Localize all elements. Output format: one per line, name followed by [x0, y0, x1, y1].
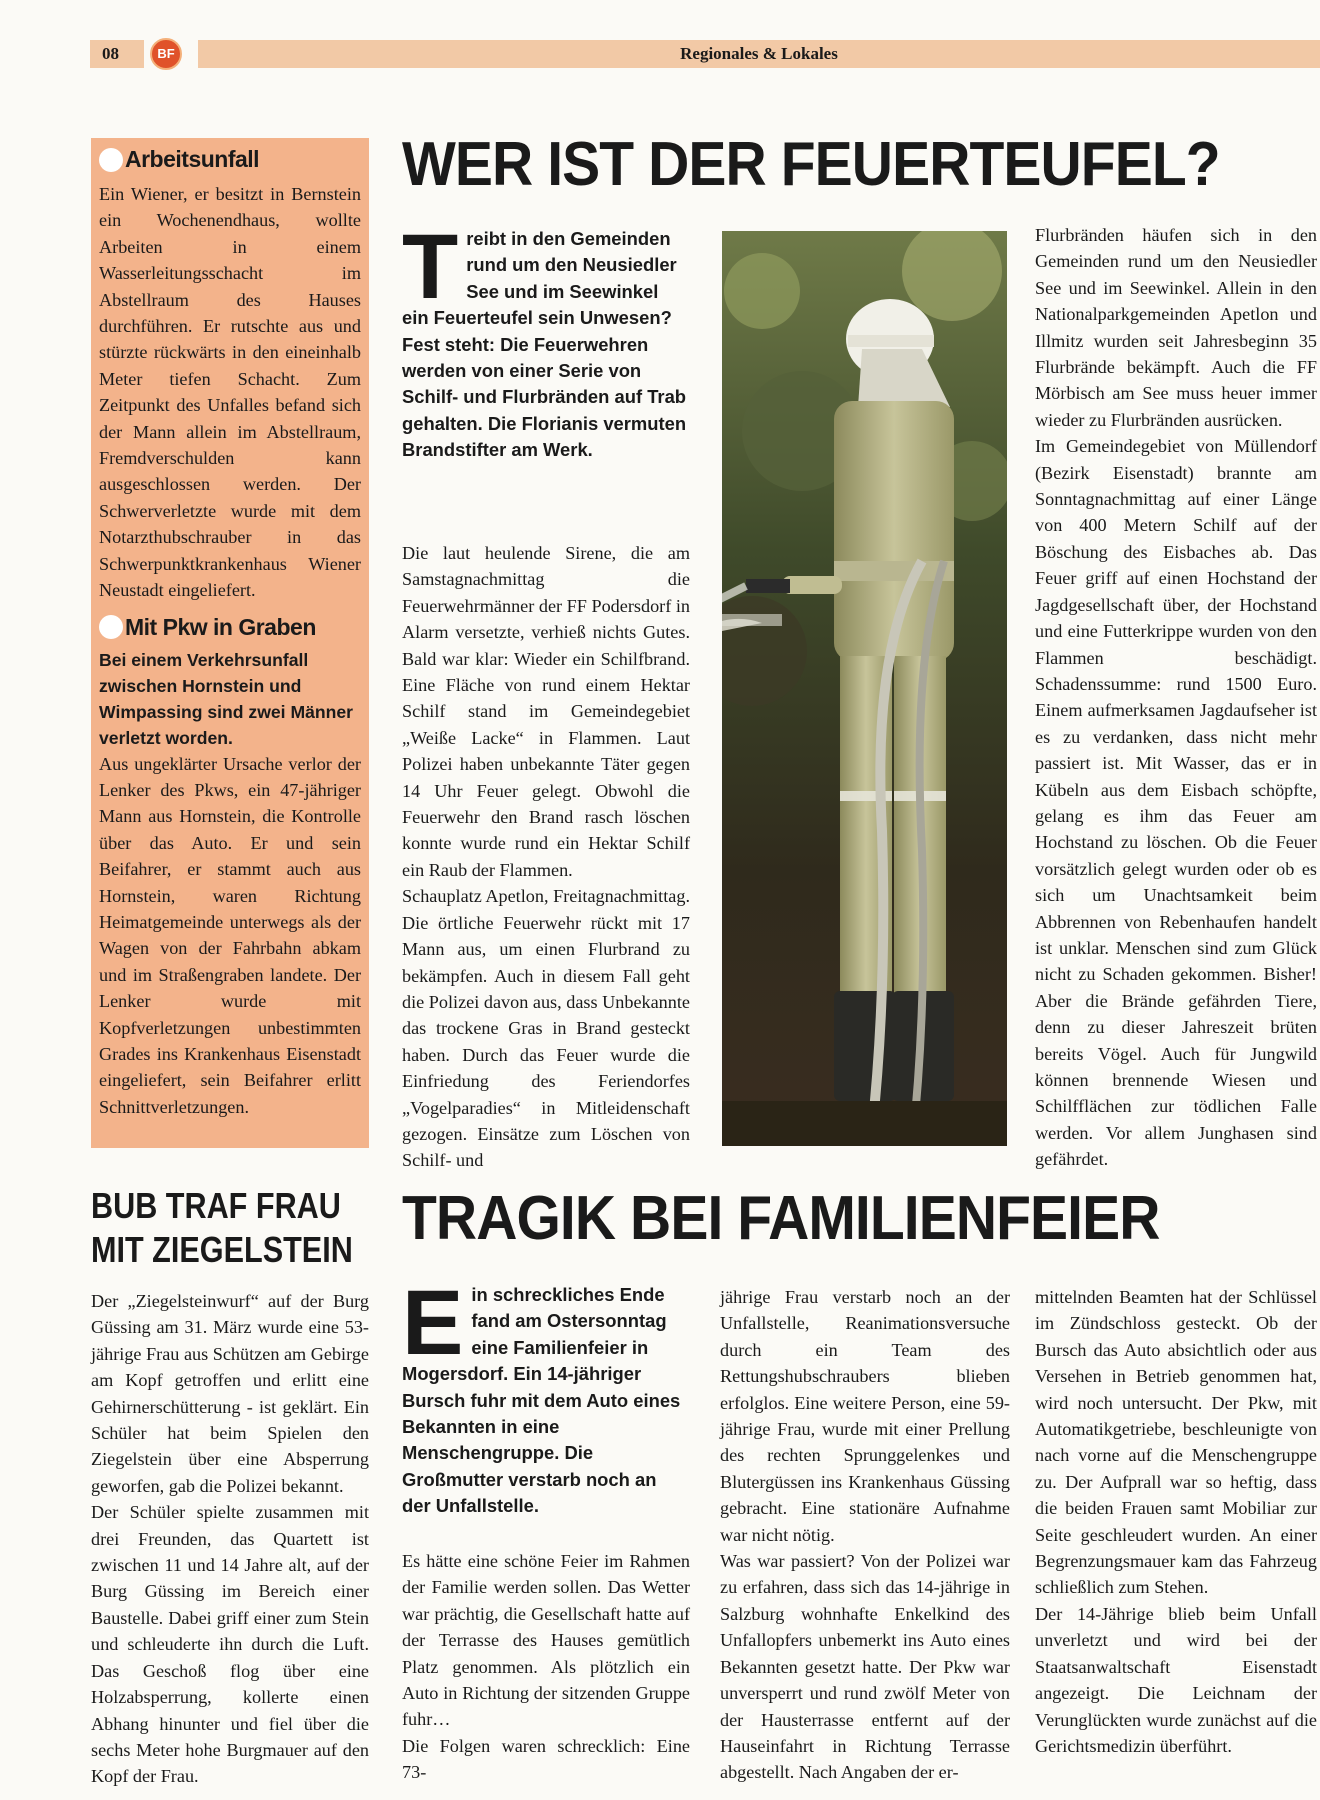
- article-column: [402, 1548, 690, 1786]
- bullet-icon: [99, 615, 123, 639]
- paragraph: Die Folgen waren schrecklich: Eine 73-: [402, 1735, 690, 1783]
- brief-heading-pkw: [99, 614, 361, 641]
- brief-heading-arbeitsunfall: [99, 146, 361, 173]
- paragraph: Es hätte eine schöne Feier im Rahmen der Familie werden sollen. Das Wetter war prächtig, die Gesellschaft hatte auf der Terrasse des Hauses gemütlich Platz genommen. Als plötzlich ein Auto in Richtung der sitzenden Gruppe fuhr…: [402, 1551, 690, 1730]
- firefighter-photo: [722, 231, 1007, 1146]
- brief-lead: Bei einem Verkehrsunfall zwischen Hornstein und Wimpassing sind zwei Männer verletzt worden.: [99, 649, 354, 748]
- paragraph: Der Schüler spielte zusammen mit drei Freunden, das Quartett ist zwischen 11 und 14 Jahre alt, auf der Burg Güssing im Bereich einer Baustelle. Dabei griff einer zum Stein und schleuderte ihn durch die Luft. Das Geschoß flog über eine Holzabsperrung, kollerte einen Abhang hinunter und fiel über die sechs Meter hohe Burgmauer auf den Kopf der Frau.: [91, 1502, 369, 1787]
- article-column: [402, 540, 690, 1174]
- headline-line: MIT ZIEGELSTEIN: [91, 1229, 353, 1270]
- paragraph: Die laut heulende Sirene, die am Samstagnachmittag die Feuerwehrmänner der FF Podersdorf in Alarm versetzte, verhieß nichts Gutes. Bald war klar: Wieder ein Schilfbrand. Eine Fläche von rund einem Hektar Schilf stand im Gemeindegebiet „Weiße Lacke“ in Flammen. Laut Polizei haben unbekannte Täter gegen 14 Uhr Feuer gelegt. Obwohl die Feuerwehr den Brand rasch löschen konnte wurde rund ein Hektar Schilf ein Raub der Flammen.: [402, 543, 690, 880]
- brief-text: Ein Wiener, er besitzt in Bernstein ein Wochenendhaus, wollte Arbeiten in einem Wasserleitungsschacht im Abstellraum des Hauses durchführen. Er rutschte aus und stürzte rückwärts in den eineinhalb Meter tiefen Schacht. Zum Zeitpunkt des Unfalles befand sich der Mann allein im Abstellraum, Fremdverschulden kann ausgeschlossen werden. Der Schwerverletzte wurde mit dem Notarzthubschrauber in das Schwerpunktkrankenhaus Wiener Neustadt eingeliefert.: [99, 184, 361, 601]
- paragraph: Der „Ziegelsteinwurf“ auf der Burg Güssing am 31. März wurde eine 53-jährige Frau aus Schützen am Gebirge am Kopf getroffen und erlitt eine Gehirnerschütterung - ist geklärt. Ein Schüler hat beim Spielen den Ziegelstein über eine Absperrung geworfen, gab die Polizei bekannt.: [91, 1291, 369, 1496]
- section-title: Regionales & Lokales: [198, 40, 1320, 68]
- publication-logo-icon: BF: [150, 38, 182, 70]
- article-column: [1035, 222, 1317, 1173]
- paragraph: mittelnden Beamten hat der Schlüssel im Zündschloss gesteckt. Ob der Bursch das Auto absichtlich oder aus Versehen in Betrieb genommen hat, wird noch untersucht. Der Pkw, mit Automatikgetriebe, beschleunigte von nach vorne auf die Menschengruppe zu. Der Aufprall war so heftig, dass die beiden Frauen samt Mobiliar zur Seite geschleudert wurden. An einer Begrenzungsmauer kam das Fahrzeug schließlich zum Stehen.: [1035, 1287, 1317, 1598]
- lead-paragraph: [402, 1272, 690, 1520]
- lead-paragraph: [402, 216, 690, 464]
- paragraph: Der 14-Jährige blieb beim Unfall unverletzt und wird bei der Staatsanwaltschaft Eisenstadt angezeigt. Die Leichnam der Verunglückten wurde zunächst auf die Gerichtsmedizin überführt.: [1035, 1603, 1317, 1756]
- article-column: [1035, 1284, 1317, 1759]
- drop-cap: T: [402, 216, 459, 318]
- headline-familienfeier: TRAGIK BEI FAMILIENFEIER: [402, 1184, 1160, 1253]
- brief-text: Aus ungeklärter Ursache verlor der Lenker des Pkws, ein 47-jähriger Mann aus Hornstein, die Kontrolle über das Auto. Er und sein Beifahrer, er stammt auch aus Hornstein, waren Richtung Heimatgemeinde unterwegs als der Wagen von der Fahrbahn abkam und im Straßengraben landete. Der Lenker wurde mit Kopfverletzungen unbestimmten Grades ins Krankenhaus Eisenstadt eingeliefert, sein Beifahrer erlitt Schnittverletzungen.: [99, 753, 361, 1117]
- paragraph: Im Gemeindegebiet von Müllendorf (Bezirk Eisenstadt) brannte am Sonntagnachmittag auf einer Länge von 400 Metern Schilf auf der Böschung des Eisbaches ab. Das Feuer griff auf einen Hochstand der Jagdgesellschaft über, der Hochstand und eine Futterkrippe wurden von den Flammen beschädigt. Schadenssumme: rund 1500 Euro. Einem aufmerksamen Jagdaufseher ist es zu verdanken, dass nicht mehr passiert ist. Mit Wasser, das er in Kübeln aus dem Eisbach schöpfte, gelang es ihm das Feuer am Hochstand zu löschen. Ob die Feuer vorsätzlich gelegt wurden oder ob es sich um Unachtsamkeit beim Abbrennen von Rebenhaufen handelt ist unklar. Menschen sind zum Glück nicht zu Schaden gekommen. Bisher! Aber die Brände gefährden Tiere, denn zu dieser Jahreszeit brüten bereits Vögel. Auch für Jungwild können brennende Wiesen und Schilfflächen zur tödlichen Falle werden. Vor allem Junghasen sind gefährdet.: [1035, 436, 1317, 1170]
- paragraph: Schauplatz Apetlon, Freitagnachmittag. Die örtliche Feuerwehr rückt mit 17 Mann aus, um einen Flurbrand zu bekämpfen. Auch in diesem Fall geht die Polizei davon aus, dass Unbekannte das trockene Gras in Brand gesteckt haben. Durch das Feuer wurde die Einfriedung des Feriendorfes „Vogelparadies“ in Mitleidenschaft gezogen. Einsätze zum Löschen von Schilf- und: [402, 886, 690, 1171]
- headline-line: BUB TRAF FRAU: [91, 1185, 341, 1226]
- news-briefs-box: [91, 138, 369, 1148]
- lead-text: in schreckliches Ende fand am Ostersonntag eine Familienfeier in Mogersdorf. Ein 14-jähriger Bursch fuhr mit dem Auto eines Bekannten in eine Menschengruppe. Die Großmutter verstarb noch an der Unfallstelle.: [402, 1284, 681, 1517]
- paragraph: Flurbränden häufen sich in den Gemeinden rund um den Neusiedler See und im Seewinkel. Allein in den Nationalparkgemeinden Apetlon und Illmitz wurden seit Jahresbeginn 35 Flurbrände bekämpft. Auch die FF Mörbisch am See muss heuer immer wieder zu Flurbränden ausrücken.: [1035, 225, 1317, 430]
- bullet-icon: [99, 148, 123, 172]
- article-column: [91, 1288, 369, 1790]
- article-column: [720, 1284, 1010, 1786]
- page-header: [90, 40, 1320, 70]
- headline-feuerteufel: WER IST DER FEUERTEUFEL?: [402, 130, 1220, 199]
- paragraph: Was war passiert? Von der Polizei war zu erfahren, dass sich das 14-jährige in Salzburg wohnhafte Enkelkind des Unfallopfers unbemerkt ins Auto eines Bekannten gesetzt hatte. Der Pkw war unversperrt und rund zwölf Meter von der Hausterrasse entfernt auf der Hauseinfahrt in Richtung Terrasse abgestellt. Nach Angaben der er-: [720, 1551, 1010, 1783]
- brief-title: Arbeitsunfall: [125, 146, 260, 172]
- brief-title: Mit Pkw in Graben: [125, 613, 316, 640]
- paragraph: jährige Frau verstarb noch an der Unfallstelle, Reanimationsversuche durch ein Team des Rettungshubschraubers blieben erfolglos. Eine weitere Person, eine 59-jährige Frau, wurde mit einer Prellung des rechten Sprunggelenkes und Blutergüssen ins Krankenhaus Güssing gebracht. Eine stationäre Aufnahme war nicht nötig.: [720, 1287, 1010, 1545]
- drop-cap: E: [402, 1272, 464, 1374]
- lead-text: reibt in den Gemeinden rund um den Neusiedler See und im Seewinkel ein Feuerteufel sein Unwesen? Fest steht: Die Feuerwehren werden von einer Serie von Schilf- und Flurbränden auf Trab gehalten. Die Florianis vermuten Brandstifter am Werk.: [402, 228, 687, 461]
- page-number: 08: [90, 40, 144, 68]
- headline-ziegelstein: [91, 1184, 369, 1272]
